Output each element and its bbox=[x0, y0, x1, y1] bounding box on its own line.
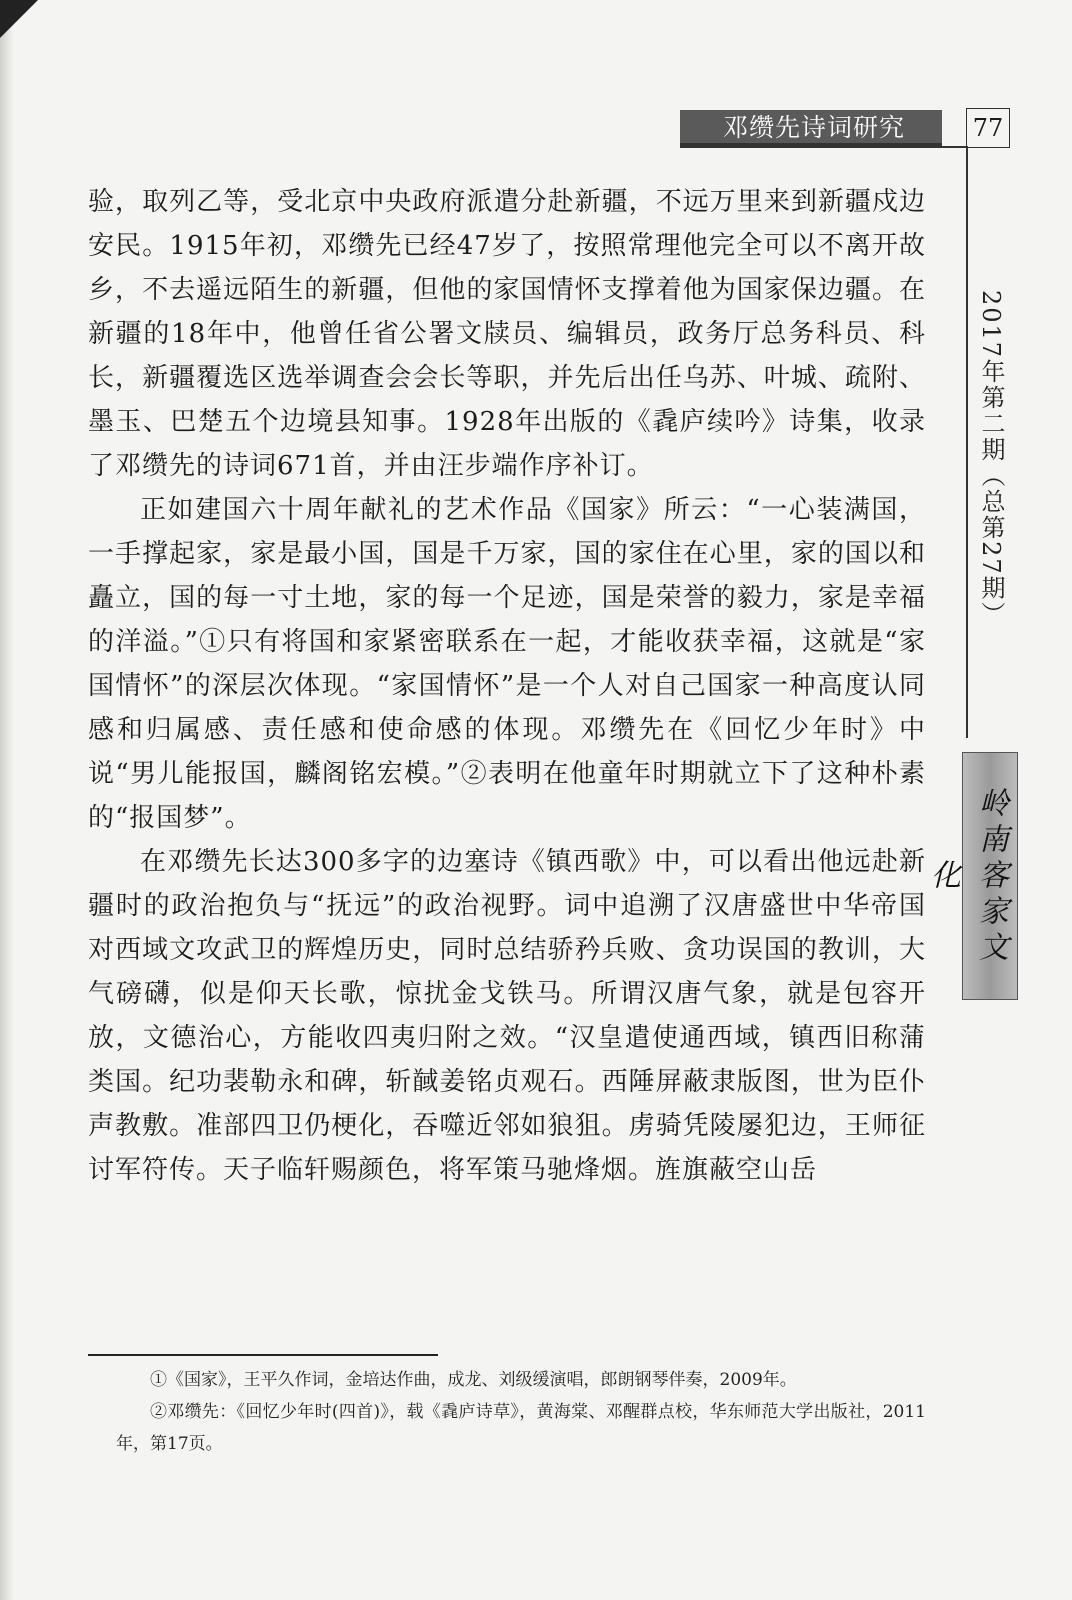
paragraph: 正如建国六十周年献礼的艺术作品《国家》所云：“一心装满国，一手撑起家，家是最小国，国是千万家，国的家住在心里，家的国以和矗立，国的每一寸土地，家的每一个足迹，国是荣誉的毅力，家是幸福的洋溢。”①只有将国和家紧密联系在一起，才能收获幸福，这就是“家国情怀”的深层次体现。“家国情怀”是一个人对自己国家一种高度认同感和归属感、责任感和使命感的体现。邓缵先在《回忆少年时》中说“男儿能报国，麟阁铭宏模。”②表明在他童年时期就立下了这种朴素的“报国梦”。 bbox=[88, 495, 926, 833]
issue-label: 2017年第二期（总第27期） bbox=[977, 290, 1005, 628]
running-header-title: 邓缵先诗词研究 bbox=[722, 113, 905, 142]
page-number: 77 bbox=[966, 108, 1010, 148]
paragraph: 验，取列乙等，受北京中央政府派遣分赴新疆，不远万里来到新疆戍边安民。1915年初，邓缵先已经47岁了，按照常理他完全可以不离开故乡，不去遥远陌生的新疆，但他的家国情怀支撑着他为国家保边疆。在新疆的18年中，他曾任省公署文牍员、编辑员，政务厅总务科员、科长，新疆覆选区选举调查会会长等职，并先后出任乌苏、叶城、疏附、墨玉、巴楚五个边境县知事。1928年出版的《毳庐续吟》诗集，收录了邓缵先的诗词671首，并由汪步端作序补订。 bbox=[88, 187, 926, 481]
footnote-rule bbox=[88, 1354, 438, 1356]
margin-rule bbox=[966, 148, 968, 738]
journal-badge-text: 岭南客家文化 bbox=[925, 787, 1008, 967]
page-edge-shadow bbox=[0, 0, 14, 1600]
header-rule bbox=[680, 146, 968, 148]
footnotes bbox=[116, 1364, 926, 1460]
footnote-2: ②邓缵先：《回忆少年时(四首)》，载《毳庐诗草》，黄海棠、邓醒群点校，华东师范大学出版社，2011年，第17页。 bbox=[116, 1402, 926, 1454]
paragraph: 在邓缵先长达300多字的边塞诗《镇西歌》中，可以看出他远赴新疆时的政治抱负与“抚远”的政治视野。词中追溯了汉唐盛世中华帝国对西域文攻武卫的辉煌历史，同时总结骄矜兵败、贪功误国的教训，大气磅礴，似是仰天长歌，惊扰金戈铁马。所谓汉唐气象，就是包容开放，文德治心，方能收四夷归附之效。“汉皇遣使通西域，镇西旧称蒲类国。纪功裴勒永和碑，斩馘姜铭贞观石。西陲屏蔽隶版图，世为臣仆声教敷。准部四卫仍梗化，吞噬近邻如狼狙。虏骑凭陵屡犯边，王师征讨军符传。天子临轩赐颜色，将军策马驰烽烟。旌旗蔽空山岳 bbox=[88, 847, 926, 1185]
footnote-1: ①《国家》，王平久作词，金培达作曲，成龙、刘级缓演唱，郎朗钢琴伴奏，2009年。 bbox=[150, 1370, 797, 1390]
page-corner bbox=[0, 0, 38, 38]
article-body bbox=[88, 180, 926, 1192]
